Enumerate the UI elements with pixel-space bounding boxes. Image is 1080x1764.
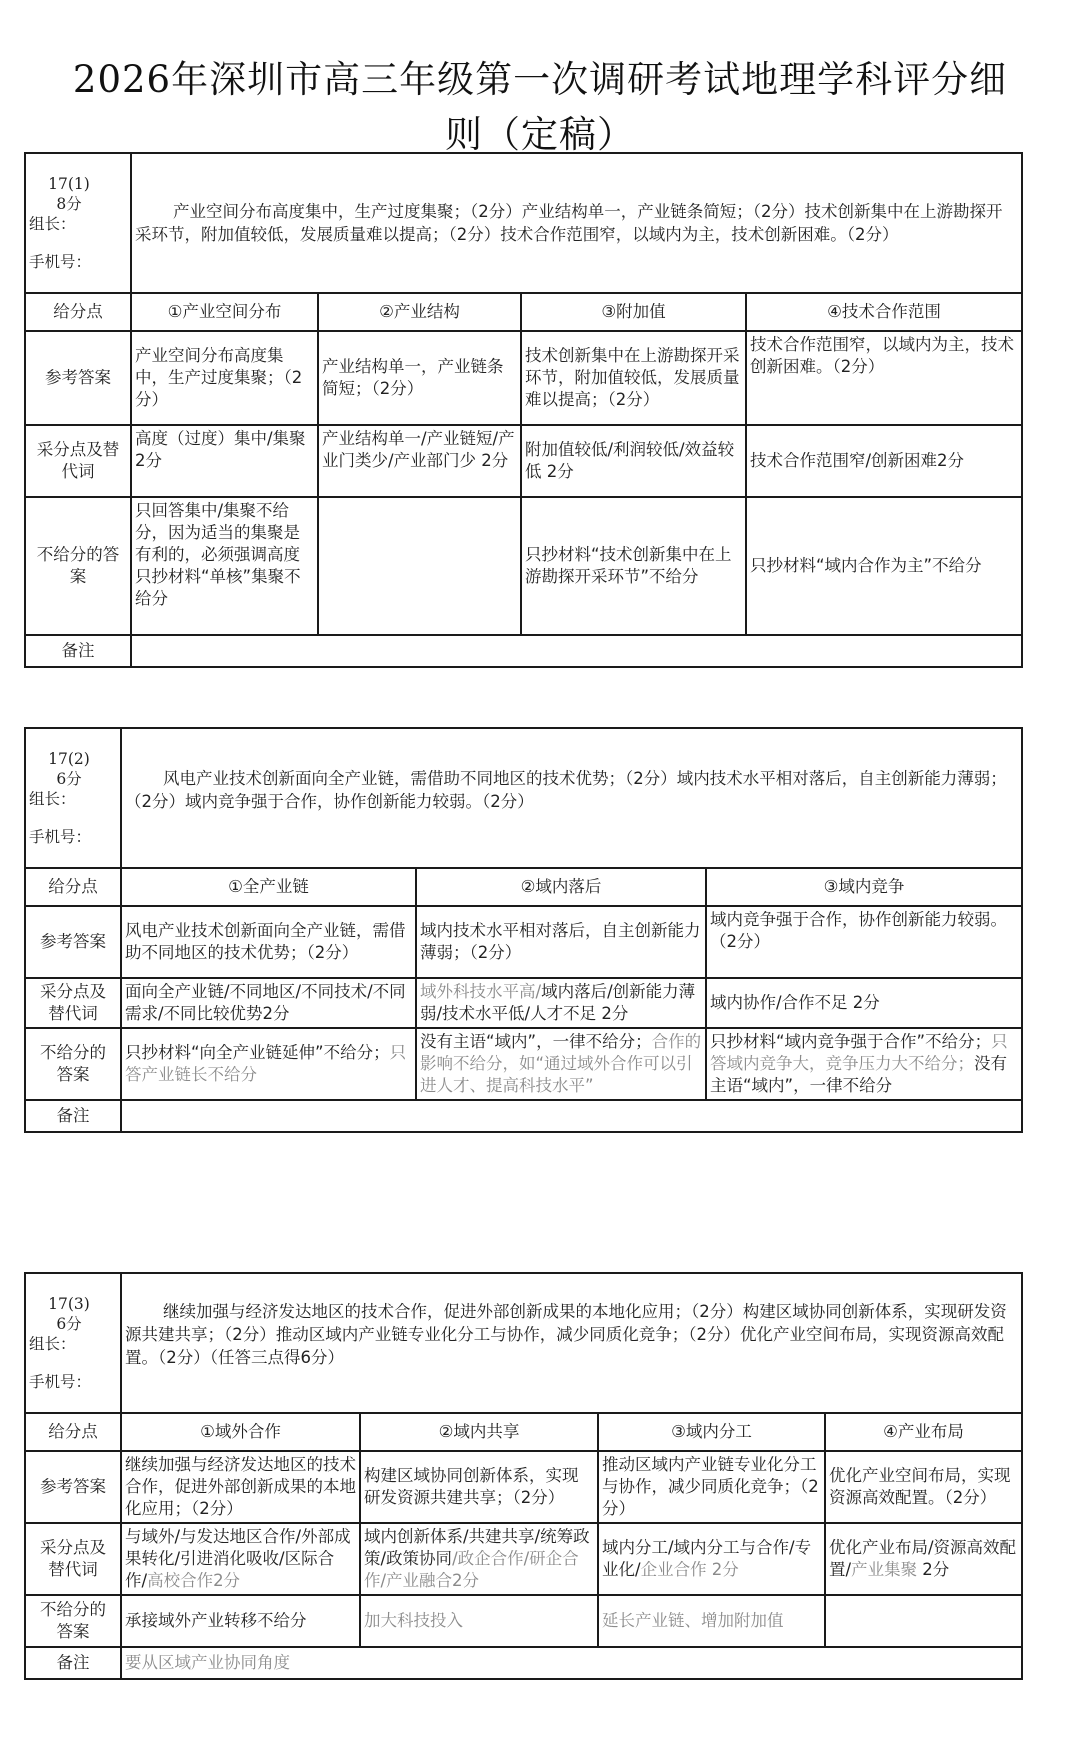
scoring-table-q2 — [24, 727, 1023, 1133]
question-number: 17(1) — [48, 175, 90, 193]
keywords-3-b: 企业合作 2分 — [640, 1560, 739, 1579]
keywords-2-grey: 域外科技水平高/ — [420, 982, 542, 1001]
keywords-2: 产业结构单一/产业链短/产业门类少/产业部门少 2分 — [318, 425, 521, 497]
keywords-1: 面向全产业链/不同地区/不同技术/不同需求/不同比较优势2分 — [121, 978, 416, 1028]
row-label-remarks: 备注 — [25, 635, 131, 667]
remarks-value — [131, 635, 1022, 667]
no-score-3 — [706, 1028, 1022, 1100]
phone-label: 手机号： — [29, 253, 92, 271]
header-point-3: ③附加值 — [521, 293, 746, 331]
row-label-remarks: 备注 — [25, 1647, 121, 1679]
phone-label: 手机号： — [29, 828, 92, 846]
phone-label: 手机号： — [29, 1373, 92, 1391]
keywords-2-a: 域内创新体系/共建共享/统筹政策/政策协同 — [364, 1527, 590, 1568]
row-label-score-points: 给分点 — [25, 293, 131, 331]
question-points: 6分 — [56, 770, 82, 788]
row-label-no-score: 不给分的答案 — [25, 497, 131, 635]
title-line-1: 2026年深圳市高三年级第一次调研考试地理学科评分细 — [72, 58, 1008, 101]
question-meta — [25, 728, 121, 868]
reference-answer-1: 产业空间分布高度集中，生产过度集聚；（2分） — [131, 331, 318, 425]
document-title — [40, 52, 1040, 162]
no-score-4: 只抄材料“域内合作为主”不给分 — [746, 497, 1022, 635]
reference-answer-2: 域内技术水平相对落后，自主创新能力薄弱；（2分） — [416, 906, 706, 978]
question-number: 17(2) — [48, 750, 90, 768]
remarks-value — [121, 1100, 1022, 1132]
reference-answer-3: 技术创新集中在上游勘探开采环节，附加值较低，发展质量难以提高；（2分） — [521, 331, 746, 425]
reference-answer-3: 推动区域内产业链专业化分工与协作，减少同质化竞争；（2分） — [598, 1451, 825, 1523]
no-score-2-a: 没有主语“域内”，一律不给分； — [420, 1032, 652, 1051]
answer-summary — [121, 1273, 1022, 1413]
leader-label: 组长： — [29, 1335, 76, 1353]
row-label-no-score — [25, 1028, 121, 1100]
row-label-score-points: 给分点 — [25, 1413, 121, 1451]
answer-summary-text: 风电产业技术创新面向全产业链，需借助不同地区的技术优势；（2分）域内技术水平相对落后，自主创新能力薄弱；（2分）域内竞争强于合作，协作创新能力较弱。（2分） — [125, 769, 1007, 811]
header-point-4: ④技术合作范围 — [746, 293, 1022, 331]
row-label-remarks: 备注 — [25, 1100, 121, 1132]
reference-answer-4: 技术合作范围窄，以域内为主，技术创新困难。（2分） — [746, 331, 1022, 425]
remarks-value: 要从区域产业协同角度 — [121, 1647, 1022, 1679]
question-meta — [25, 153, 131, 293]
question-number: 17(3) — [48, 1295, 90, 1313]
no-score-4 — [825, 1595, 1022, 1647]
header-point-3: ③域内分工 — [598, 1413, 825, 1451]
header-point-2: ②域内共享 — [360, 1413, 598, 1451]
keywords-2 — [416, 978, 706, 1028]
row-label-no-score-2: 答案 — [56, 1622, 90, 1641]
reference-answer-2: 产业结构单一，产业链条简短；（2分） — [318, 331, 521, 425]
no-score-2: 加大科技投入 — [360, 1595, 598, 1647]
answer-summary-text: 继续加强与经济发达地区的技术合作，促进外部创新成果的本地化应用；（2分）构建区域协同创新体系，实现研发资源共建共享；（2分）推动区域内产业链专业化分工与协作，减少同质化竞争；（2分）优化产业空间布局，实现资源高效配置。（2分）（任答三点得6分） — [125, 1302, 1007, 1367]
row-label-reference: 参考答案 — [25, 1451, 121, 1523]
keywords-4-a: 优化产业布局/资源高效配置/ — [829, 1538, 1017, 1579]
question-meta — [25, 1273, 121, 1413]
row-label-keywords-2: 替代词 — [48, 1560, 98, 1579]
keywords-3-a: 域内分工/域内分工与合作/专业化/ — [602, 1538, 812, 1579]
question-points: 6分 — [56, 1315, 82, 1333]
no-score-2 — [318, 497, 521, 635]
reference-answer-4: 优化产业空间布局，实现资源高效配置。（2分） — [825, 1451, 1022, 1523]
row-label-reference: 参考答案 — [25, 906, 121, 978]
keywords-1-b: 高校合作2分 — [147, 1571, 241, 1590]
row-label-no-score-2: 答案 — [56, 1065, 90, 1084]
no-score-1-a: 只抄材料“向全产业链延伸”不给分； — [125, 1043, 390, 1062]
row-label-no-score-1: 不给分的 — [40, 1600, 106, 1619]
reference-answer-2: 构建区域协同创新体系，实现研发资源共建共享；（2分） — [360, 1451, 598, 1523]
keywords-3 — [598, 1523, 825, 1595]
no-score-3: 延长产业链、增加附加值 — [598, 1595, 825, 1647]
keywords-2 — [360, 1523, 598, 1595]
row-label-reference: 参考答案 — [25, 331, 131, 425]
answer-summary — [131, 153, 1022, 293]
header-point-4: ④产业布局 — [825, 1413, 1022, 1451]
row-label-keywords-2: 替代词 — [48, 1004, 98, 1023]
row-label-keywords: 采分点及替代词 — [25, 425, 131, 497]
no-score-1-a: 只回答集中/集聚不给分，因为适当的集聚是有利的，必须强调高度 — [135, 501, 300, 564]
question-points: 8分 — [56, 195, 82, 213]
no-score-1 — [121, 1028, 416, 1100]
reference-answer-3: 域内竞争强于合作，协作创新能力较弱。（2分） — [706, 906, 1022, 978]
keywords-4 — [825, 1523, 1022, 1595]
header-point-1: ①全产业链 — [121, 868, 416, 906]
header-point-3: ③域内竞争 — [706, 868, 1022, 906]
leader-label: 组长： — [29, 215, 76, 233]
no-score-1-b: 只抄材料“单核”集聚不给分 — [135, 567, 301, 608]
reference-answer-1: 继续加强与经济发达地区的技术合作，促进外部创新成果的本地化应用；（2分） — [121, 1451, 360, 1523]
keywords-2-rest: 域内落后/创新能力薄弱/技术水平低/人才不足 2分 — [420, 982, 696, 1023]
header-point-1: ①域外合作 — [121, 1413, 360, 1451]
title-line-2: 则（定稿） — [445, 113, 635, 156]
row-label-keywords-1: 采分点及 — [40, 1538, 106, 1557]
keywords-3: 域内协作/合作不足 2分 — [706, 978, 1022, 1028]
reference-answer-1: 风电产业技术创新面向全产业链，需借助不同地区的技术优势；（2分） — [121, 906, 416, 978]
no-score-1-b: 只答产业链长不给分 — [125, 1043, 407, 1084]
no-score-2-b: 合作的影响不给分，如“通过域外合作可以引进人才、提高科技水平” — [420, 1032, 702, 1095]
scoring-table-q1 — [24, 152, 1023, 668]
keywords-3: 附加值较低/利润较低/效益较低 2分 — [521, 425, 746, 497]
row-label-keywords — [25, 978, 121, 1028]
scoring-table-q3 — [24, 1272, 1023, 1680]
no-score-1: 承接域外产业转移不给分 — [121, 1595, 360, 1647]
no-score-3-a: 只抄材料“域内竞争强于合作”不给分； — [710, 1032, 992, 1051]
keywords-1-a: 与域外/与发达地区合作/外部成果转化/引进消化吸收/区际合作/ — [125, 1527, 351, 1590]
row-label-no-score — [25, 1595, 121, 1647]
answer-summary-text: 产业空间分布高度集中，生产过度集聚；（2分）产业结构单一，产业链条简短；（2分）技术创新集中在上游勘探开采环节，附加值较低，发展质量难以提高；（2分）技术合作范围窄，以域内为主，技术创新困难。（2分） — [135, 202, 1003, 244]
keywords-4-c: 2分 — [917, 1560, 950, 1579]
row-label-keywords-1: 采分点及 — [40, 982, 106, 1001]
keywords-4: 技术合作范围窄/创新困难2分 — [746, 425, 1022, 497]
row-label-score-points: 给分点 — [25, 868, 121, 906]
header-point-2: ②产业结构 — [318, 293, 521, 331]
no-score-1 — [131, 497, 318, 635]
keywords-2-b: /政企合作/研企合作/产业融合2分 — [364, 1549, 579, 1590]
row-label-no-score-1: 不给分的 — [40, 1043, 106, 1062]
header-point-2: ②域内落后 — [416, 868, 706, 906]
no-score-3-b: 只答域内竞争大，竞争压力大不给分； — [710, 1032, 1008, 1073]
leader-label: 组长： — [29, 790, 76, 808]
header-point-1: ①产业空间分布 — [131, 293, 318, 331]
row-label-keywords — [25, 1523, 121, 1595]
answer-summary — [121, 728, 1022, 868]
no-score-3-c: 没有主语“域内”，一律不给分 — [710, 1054, 1007, 1095]
keywords-1: 高度（过度）集中/集聚 2分 — [131, 425, 318, 497]
keywords-4-b: 产业集聚 — [851, 1560, 918, 1579]
no-score-3: 只抄材料“技术创新集中在上游勘探开采环节”不给分 — [521, 497, 746, 635]
keywords-1 — [121, 1523, 360, 1595]
no-score-2 — [416, 1028, 706, 1100]
